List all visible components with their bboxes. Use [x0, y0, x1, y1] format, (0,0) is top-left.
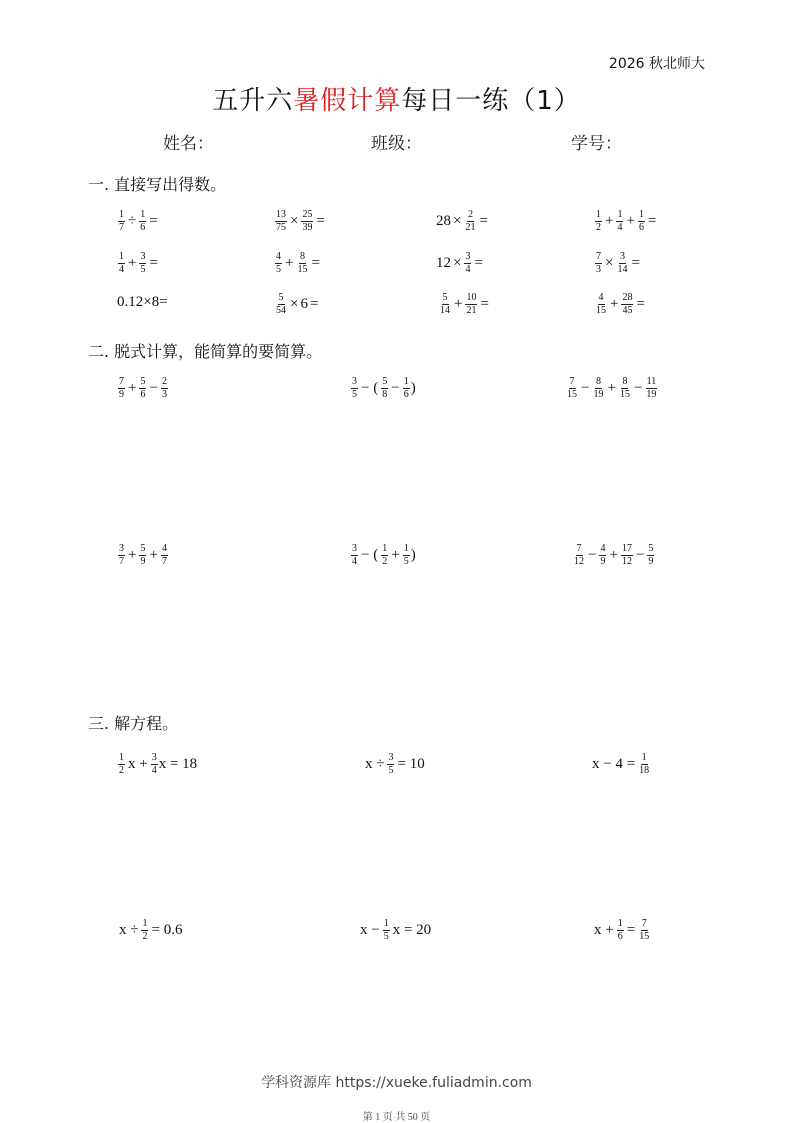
edition-label: 2026 秋北师大 [608, 56, 705, 72]
number-field-label: 学号： [571, 134, 622, 154]
s1-item-4: $\frac{1}{2}$ + $\frac{1}{4}$ + $\frac{1}{6}$ = [596, 209, 657, 233]
footer-source: 学科资源库 https://xueke.fuliadmin.com [261, 1075, 532, 1091]
s1-item-10: $\frac{5}{54}$ × 6 = [276, 292, 319, 316]
s2-item-2: $\frac{3}{5}$ − ( $\frac{5}{8}$ − $\frac{1}{6}$ ) [352, 376, 416, 400]
s1-item-6: $\frac{4}{5}$ + $\frac{8}{15}$ = [276, 251, 320, 275]
s3-item-2: x ÷ $\frac{3}{5}$ = 10 [365, 752, 425, 776]
s1-item-8: $\frac{7}{3}$ × $\frac{3}{14}$ = [596, 251, 640, 275]
s1-item-5: $\frac{1}{4}$ + $\frac{3}{5}$ = [119, 251, 158, 275]
s1-item-3: 28 × $\frac{2}{21}$ = [436, 209, 488, 233]
s2-item-1: $\frac{7}{9}$ + $\frac{5}{6}$ − $\frac{2}{3}$ [119, 376, 167, 400]
s2-item-4: $\frac{3}{7}$ + $\frac{5}{9}$ + $\frac{4}{7}$ [119, 543, 167, 567]
class-field-label: 班级： [371, 134, 422, 154]
s3-item-6: x + $\frac{1}{6}$ = $\frac{7}{15}$ [594, 918, 650, 942]
s1-item-9: 0.12×8= [117, 294, 168, 310]
s2-item-6: $\frac{7}{12}$ − $\frac{4}{9}$ + $\frac{17}{12}$ − $\frac{5}{9}$ [574, 543, 654, 567]
s1-item-11: $\frac{5}{14}$ + $\frac{10}{21}$ = [440, 292, 489, 316]
s2-item-5: $\frac{3}{4}$ − ( $\frac{1}{2}$ + $\frac{1}{5}$ ) [352, 543, 416, 567]
s1-item-7: 12 × $\frac{3}{4}$ = [436, 251, 483, 275]
s1-item-2: $\frac{13}{75}$ × $\frac{25}{39}$ = [276, 209, 325, 233]
name-field-label: 姓名： [163, 134, 214, 154]
page-title: 五升六暑假计算每日一练（1） [212, 86, 581, 116]
s3-item-5: x − $\frac{1}{5}$ x = 20 [360, 918, 432, 942]
s1-item-1: $\frac{1}{7}$ ÷ $\frac{1}{6}$ = [119, 209, 158, 233]
section-3-heading: 三. 解方程。 [88, 714, 179, 733]
s3-item-4: x ÷ $\frac{1}{2}$ = 0.6 [119, 918, 183, 942]
s3-item-1: $\frac{1}{2}$ x + $\frac{3}{4}$ x = 18 [119, 752, 198, 776]
section-1-heading: 一. 直接写出得数。 [88, 175, 227, 194]
s3-item-3: x − 4 = $\frac{1}{18}$ [592, 752, 650, 776]
page-number: 第 1 页 共 50 页 [362, 1112, 431, 1123]
section-2-heading: 二. 脱式计算，能简算的要简算。 [88, 342, 323, 361]
s2-item-3: $\frac{7}{15}$ − $\frac{8}{19}$ + $\frac{8}{15}$ − $\frac{11}{19}$ [567, 376, 657, 400]
s1-item-12: $\frac{4}{15}$ + $\frac{28}{45}$ = [596, 292, 645, 316]
